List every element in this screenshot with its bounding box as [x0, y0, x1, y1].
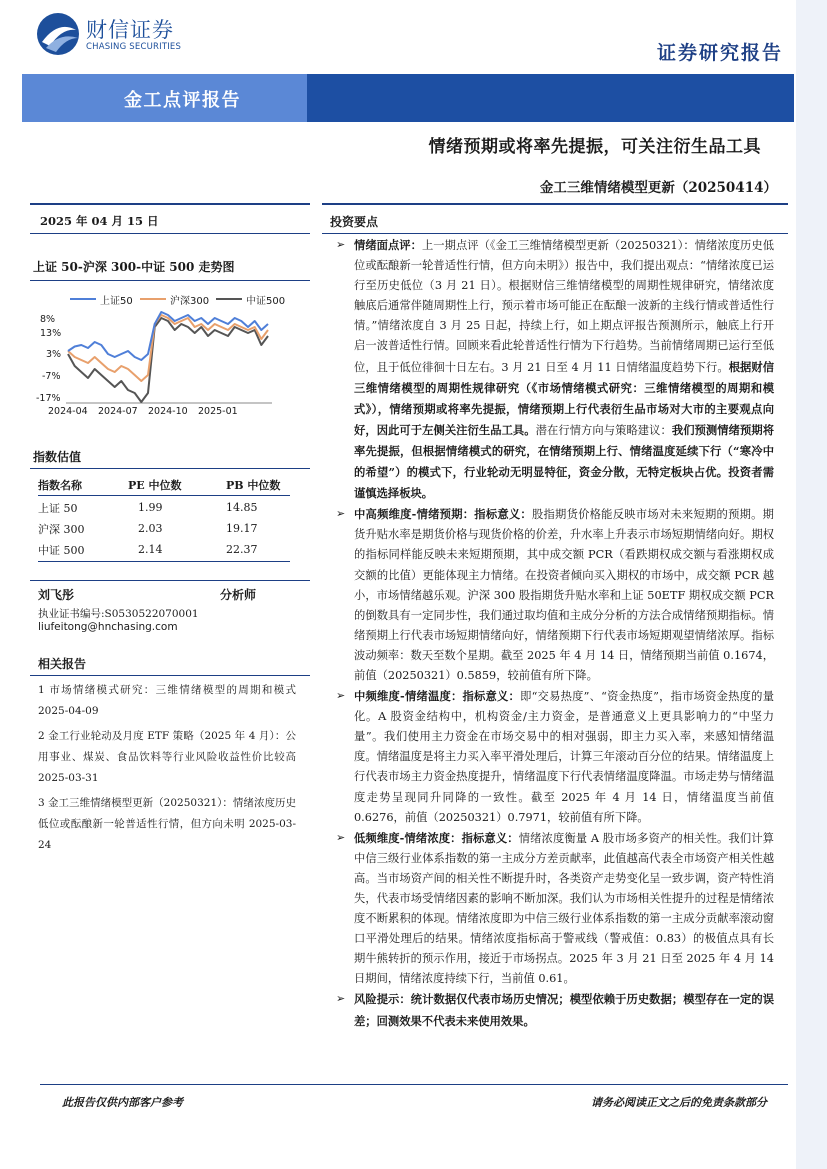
y-tick-label: 8%	[40, 314, 56, 325]
bullet-lead: 情绪面点评：	[354, 238, 422, 252]
date-rule	[30, 233, 310, 234]
legend-line-zz500	[216, 298, 242, 300]
table-row	[38, 497, 288, 518]
footer-rule	[40, 1084, 788, 1085]
report-title: 情绪预期或将率先提振，可关注衍生品工具	[428, 137, 761, 157]
index-trend-chart	[66, 310, 272, 404]
arrow-bullet-icon: ➢	[336, 507, 346, 521]
bullet-lead: 中高频维度-情绪预期：	[354, 507, 475, 522]
report-subtitle: 金工三维情绪模型更新（20250414）	[539, 180, 777, 196]
key-points-heading: 投资要点	[330, 215, 379, 229]
key-points-body	[328, 235, 774, 1032]
y-tick-label: -7%	[42, 371, 61, 382]
bullet-risk-warning	[328, 989, 774, 1031]
legend-label: 中证500	[246, 296, 286, 307]
analyst-name: 刘飞彤	[38, 588, 75, 602]
company-logo	[36, 12, 216, 58]
report-date: 2025 年 04 月 15 日	[40, 214, 159, 228]
table-row	[38, 539, 288, 560]
key-points-rule	[322, 233, 788, 234]
bullet-lead: 低频维度-情绪浓度：	[354, 830, 462, 845]
table-cell: 14.85	[226, 501, 258, 514]
column-header: PB 中位数	[226, 479, 281, 492]
valuation-heading-rule	[30, 468, 310, 469]
bullet-sentiment-concentration	[328, 828, 774, 990]
table-header-rule	[38, 495, 290, 496]
table-cell: 19.17	[226, 522, 258, 535]
table-cell: 1.99	[138, 501, 163, 514]
banner-label: 金工点评报告	[124, 90, 241, 111]
chart-heading: 上证 50-沪深 300-中证 500 走势图	[33, 260, 235, 274]
bullet-label: 指标意义：	[462, 689, 521, 704]
x-tick-label: 2025-01	[198, 406, 238, 417]
legend-line-hs300	[140, 298, 166, 300]
bullet-label: 指标意义：	[461, 830, 519, 845]
chart-legend	[30, 292, 290, 306]
column-header: PE 中位数	[128, 479, 182, 492]
bullet-sentiment-temperature	[328, 686, 774, 828]
x-tick-label: 2024-04	[48, 406, 88, 417]
table-header-row	[38, 473, 288, 497]
bullet-text: 股指期货价格能反映市场对未来短期的预期。期货升贴水率是期货价格与现货价格的价差，升水率上升表示市场短期情绪向好。期权的指标同样能反映未来短期预期，其中成交额 PCR（看跌期权成交额与看涨期权成交额的比值）更能体现主力情绪。在投资者倾向买入期权的市场中，成交额 PCR 越小，市场情绪越乐观。沪深 300 股指期货升贴水率和上证 50ETF 期权成交额 PCR 的倒数具有一定同步性，我们通过取均值和主成分分析的方法合成情绪预期指标。情绪预期上行代表市场短期情绪向好，情绪预期下行代表市场短期观望情绪浓厚。指标波动频率：数天至数个星期。截至 2025 年 4 月 14 日，情绪预期当前值 0.1674，前值（20250321）0.5859，较前值有所下降。	[354, 508, 774, 682]
related-report-item[interactable]: 3 金工三维情绪模型更新（20250321）：情绪浓度历史低位或酝酿新一轮普适性行情，但方向未明 2025-03-24	[38, 797, 296, 851]
table-cell: 上证 50	[38, 501, 78, 515]
bullet-bold-text: 根据财信三维情绪模型的周期性规律研究（《市场情绪模式研究：三维情绪模型的周期和模式》），情绪预期或将率先提振，情绪预期上行代表衍生品市场对大市的主要观点向好，因此可于左侧关注衍生品工具。	[354, 359, 774, 437]
logo-mark-icon	[36, 12, 80, 56]
bullet-text: 情绪浓度衡量 A 股市场多资产的相关性。我们计算中信三级行业体系指数的第一主成分方差贡献率，此值越高代表全市场资产相关性越高。当市场资产间的相关性不断提升时，各类资产走势变化呈一致步调，资产特性消失，代表市场受情绪因素的影响不断加深。我们认为市场相关性提升的过程是情绪浓度不断累积的体现。情绪浓度即为中信三级行业体系指数的第一主成分贡献率滚动窗口平滑处理后的结果。情绪浓度指标高于警戒线（警戒值：0.83）的极值点具有长期牛熊转折的预示作用，接近于市场拐点。2025 年 3 月 21 日至 2025 年 4 月 14 日期间，情绪浓度持续下行，当前值 0.61。	[354, 831, 774, 986]
left-top-rule	[30, 203, 310, 205]
analyst-email[interactable]: liufeitong@hnchasing.com	[38, 621, 178, 633]
table-bottom-rule	[38, 561, 290, 562]
table-cell: 2.14	[138, 543, 163, 556]
bullet-lead: 风险提示：统计数据仅代表市场历史情况；模型依赖于历史数据；模型存在一定的误差；回测效果不代表未来使用效果。	[354, 992, 774, 1028]
bullet-text: 潜在行情方向与策略建议：	[535, 423, 672, 437]
table-cell: 中证 500	[38, 543, 85, 557]
related-report-item[interactable]: 1 市场情绪模式研究：三维情绪模型的周期和模式 2025-04-09	[38, 684, 296, 717]
footer-right-note: 请务必阅读正文之后的免责条款部分	[591, 1096, 767, 1109]
valuation-heading: 指数估值	[33, 450, 82, 464]
bullet-sentiment-review	[328, 235, 774, 504]
logo-cn-text: 财信证券	[86, 18, 174, 42]
bullet-sentiment-expectation	[328, 504, 774, 686]
analyst-cert: 执业证书编号:S0530522070001	[38, 608, 199, 620]
right-top-rule	[322, 203, 788, 205]
related-heading-rule	[30, 675, 310, 676]
x-tick-label: 2024-10	[148, 406, 188, 417]
related-report-list	[38, 680, 296, 860]
bullet-lead: 中频维度-情绪温度：	[354, 689, 463, 704]
table-cell: 沪深 300	[38, 522, 85, 536]
valuation-table	[38, 473, 288, 560]
table-cell: 22.37	[226, 543, 258, 556]
arrow-bullet-icon: ➢	[336, 689, 346, 703]
arrow-bullet-icon: ➢	[336, 992, 346, 1006]
y-tick-label: 13%	[40, 328, 62, 339]
column-header: 指数名称	[38, 479, 82, 492]
table-row	[38, 518, 288, 539]
arrow-bullet-icon: ➢	[336, 238, 346, 251]
report-banner	[22, 74, 794, 122]
related-heading: 相关报告	[38, 657, 87, 671]
bullet-bold-text: 我们预测情绪预期将率先提振，但根据情绪模式的研究，在情绪预期上行、情绪温度延续下行（“寒冷中的希望”）的模式下，行业轮动无明显特征，资金分散，无特定板块占优。投资者需谨慎选择板块。	[354, 422, 774, 501]
related-report-item[interactable]: 2 金工行业轮动及月度 ETF 策略（2025 年 4 月）：公用事业、煤炭、食品饮料等行业风险收益性价比较高 2025-03-31	[38, 730, 296, 784]
footer-left-note: 此报告仅供内部客户参考	[62, 1096, 183, 1109]
analyst-role: 分析师	[220, 588, 257, 602]
arrow-bullet-icon: ➢	[336, 830, 346, 844]
bullet-text: 即“交易热度”、“资金热度”，指市场资金热度的量化。A 股资金结构中，机构资金/主力资金，是普通意义上更具影响力的“中坚力量”。我们使用主力资金在市场交易中的相对强弱，即主力买入率，来感知情绪温度。情绪温度是将主力买入率平滑处理后，计算三年滚动百分位的结果。情绪温度上行代表市场主力资金热度提升，情绪温度下行代表情绪温度降温。市场走势与情绪温度走势呈现同升同降的一致性。截至 2025 年 4 月 14 日，情绪温度当前值 0.6276，前值（20250321）0.7971，较前值有所下降。	[354, 690, 774, 824]
bullet-text: 上一期点评（《金工三维情绪模型更新（20250321）：情绪浓度历史低位或酝酿新一轮普适性行情，但方向未明》）报告中，我们提出观点：“情绪浓度已运行至历史低位（3 月 21 日）。根据财信三维情绪模型的周期性规律研究，情绪浓度触底后通常伴随周期性上行，预示着市场可能正在酝酿一波新的主线行情或普适性行情。”情绪浓度自 3 月 25 日起，持续上行，如上期点评报告预测所示，触底上行开启一波普适性行情。回顾来看此轮普适性行情为下行趋势。当前情绪周期已运行至低位，且于低位徘徊十日左右。3 月 21 日至 4 月 11 日情绪温度趋势下行。	[354, 239, 774, 374]
bullet-label: 指标意义：	[474, 507, 532, 522]
analyst-rule	[30, 580, 310, 581]
table-cell: 2.03	[138, 522, 163, 535]
legend-label: 沪深300	[170, 296, 210, 307]
x-tick-label: 2024-07	[98, 406, 138, 417]
logo-en-text: CHASING SECURITIES	[86, 42, 182, 52]
legend-label: 上证50	[100, 296, 133, 307]
y-tick-label: 3%	[46, 349, 62, 360]
y-tick-label: -17%	[36, 393, 61, 404]
chart-heading-rule	[30, 280, 310, 281]
right-margin-strip	[796, 0, 827, 1169]
document-type: 证券研究报告	[656, 42, 783, 64]
legend-line-sz50	[70, 298, 96, 300]
